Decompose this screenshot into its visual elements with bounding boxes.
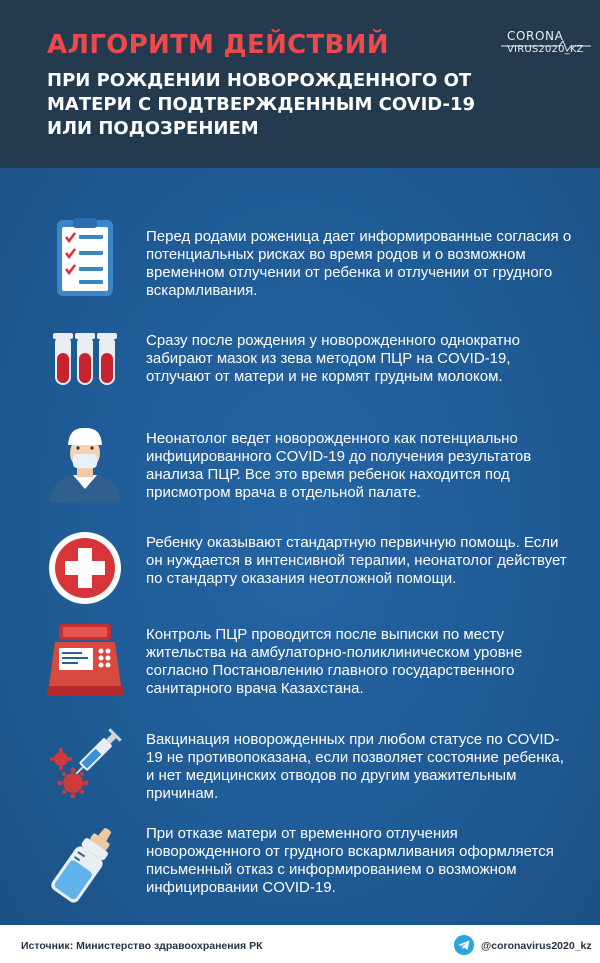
page-subtitle: ПРИ РОЖДЕНИИ НОВОРОЖДЕННОГО ОТ МАТЕРИ С ПОДТВЕРЖДЕННЫМ COVID-19 ИЛИ ПОДОЗРЕНИЕМ — [47, 70, 476, 139]
step-6-text: Вакцинация новорожденных при любом статусе по COVID-19 не противопоказана, если позволяет состояние ребенка, и нет медицинских отводов по другим уважительным причинам. — [146, 731, 564, 802]
step-2-text: Сразу после рождения у новорожденного однократно забирают мазок из зева методом ПЦР на COVID-19, отлучают от матери и не кормят грудным молоком. — [146, 332, 520, 385]
footer — [0, 925, 600, 963]
coronavirus-logo — [507, 29, 587, 57]
page-title: АЛГОРИТМ ДЕЙСТВИЙ — [47, 30, 389, 60]
step-7-text: При отказе матери от временного отлучения новорожденного от грудного вскармливания оформляется письменный отказ с информированием о возможном инфицировании COVID-19. — [146, 825, 554, 896]
test-tubes-icon — [45, 323, 125, 403]
medical-cross-icon — [45, 528, 125, 608]
baby-bottle-icon — [45, 823, 125, 903]
checklist-icon — [45, 218, 125, 298]
step-5-text: Контроль ПЦР проводится после выписки по месту жительства на амбулаторно-поликлиническом уровне согласно Постановлению главного государственного санитарного врача Казахстана. — [146, 626, 523, 697]
step-4-text: Ребенку оказывают стандартную первичную помощь. Если он нуждается в интенсивной терапии, неонатолог действует по стандарту оказания неотложной помощи. — [146, 534, 567, 587]
pcr-machine-icon — [45, 620, 125, 700]
steps-section — [0, 168, 600, 963]
doctor-icon — [45, 423, 125, 503]
telegram-icon[interactable] — [454, 935, 474, 955]
vaccine-syringe-icon — [45, 723, 125, 803]
step-1-text: Перед родами роженица дает информированные согласия о потенциальных рисках во время родов и о возможном временном отлучении от ребенка и отлучении от грудного вскармливания. — [146, 228, 572, 299]
logo-line-2: VIRUS2020_KZ — [507, 44, 584, 55]
step-3-text: Неонатолог ведет новорожденного как потенциально инфицированного COVID-19 до получения результатов анализа ПЦР. Все это время ребенок находится под присмотром врача в отдельной палате. — [146, 430, 532, 501]
pulse-line-icon — [501, 40, 591, 52]
source-text: Источник: Министерство здравоохранения РК — [21, 940, 263, 952]
header — [0, 0, 600, 168]
logo-line-1: CORONA — [507, 29, 564, 43]
telegram-handle[interactable]: @coronavirus2020_kz — [481, 940, 592, 952]
